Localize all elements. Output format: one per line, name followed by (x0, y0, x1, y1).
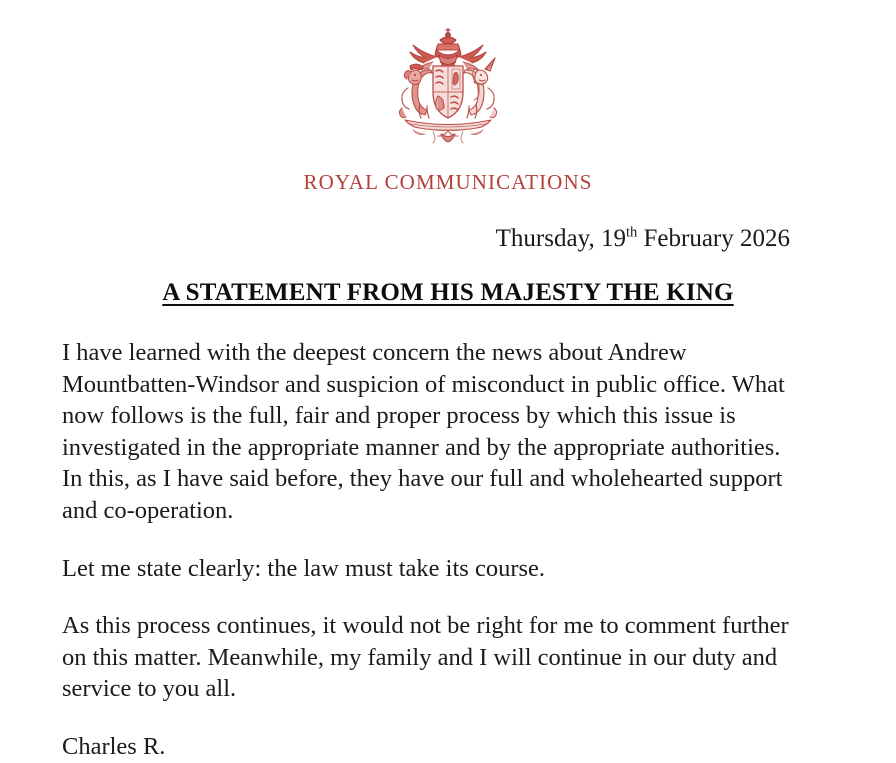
date-weekday-day: Thursday, 19 (495, 225, 626, 252)
paragraph: As this process continues, it would not be right for me to comment further on this matter. Meanwhile, my family and I will continue in our duty and service to you all. (62, 612, 789, 703)
signature: Charles R. (62, 732, 166, 760)
letterhead (0, 0, 896, 195)
date-month-year: February 2026 (637, 225, 790, 252)
date-ordinal-suffix: th (625, 224, 638, 241)
royal-coat-of-arms-icon (375, 26, 521, 148)
organisation-name: ROYAL COMMUNICATIONS (303, 170, 593, 194)
page-title-text: A STATEMENT FROM HIS MAJESTY THE KING (162, 279, 734, 306)
paragraph: Let me state clearly: the law must take its course. (62, 554, 546, 582)
date-line (0, 225, 896, 253)
page-title (0, 279, 896, 307)
paragraph: I have learned with the deepest concern the news about Andrew Mountbatten-Windsor and suspicion of misconduct in public office. What now follows is the full, fair and proper process by which this issue is investigated in the appropriate manner and by the appropriate authorities. In this, as I have said before, they have our full and wholehearted support and co-operation. (62, 339, 785, 524)
statement-body (0, 337, 896, 763)
